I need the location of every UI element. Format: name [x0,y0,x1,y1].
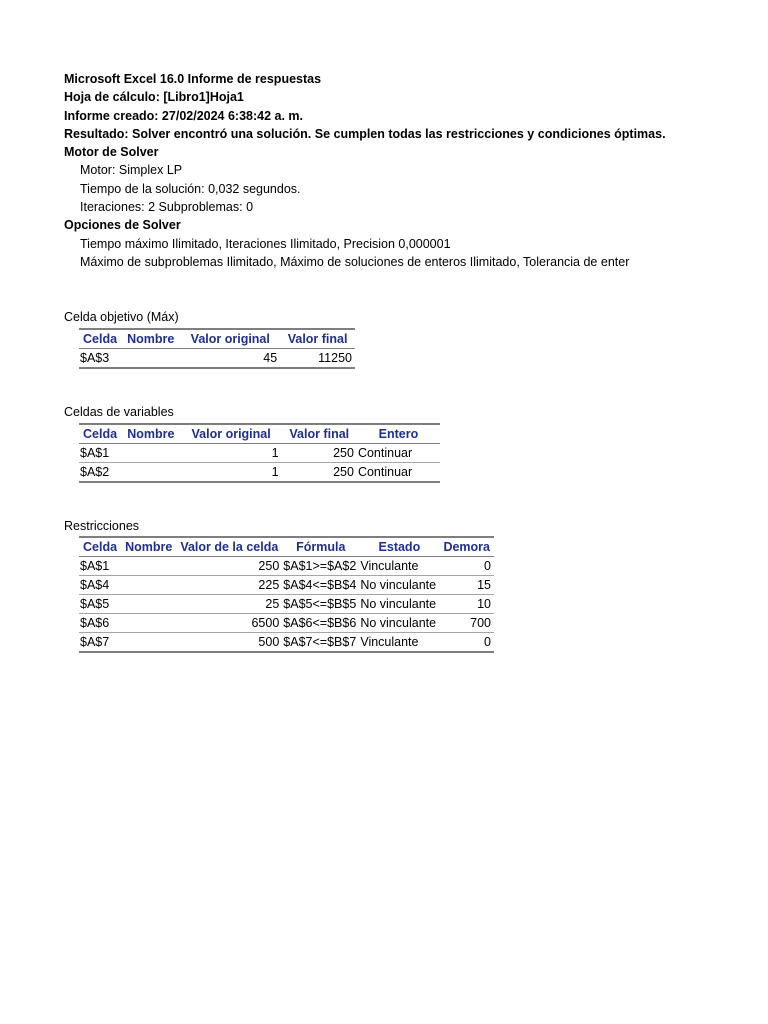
table-row [79,595,494,614]
col-header: Celda [79,329,121,349]
col-header: Celda [79,424,121,444]
constraints-section-title: Restricciones [64,519,140,533]
options-heading: Opciones de Solver [64,218,181,233]
cell [121,444,181,463]
cell [121,633,176,653]
cell [121,614,176,633]
col-header: Nombre [121,537,176,557]
cell: 0 [484,559,491,573]
col-header: Valor original [181,424,282,444]
cell: Continuar [357,465,413,479]
cell: No vinculante [360,616,437,630]
col-header: Valor final [282,424,357,444]
cell [121,463,181,483]
table-row [79,576,494,595]
cell: 250 [258,559,280,573]
cell: 11250 [318,351,352,365]
cell: 0 [484,635,491,649]
cell: 45 [263,351,278,365]
cell: $A$1 [80,446,110,460]
cell: Continuar [357,446,413,460]
cell: $A$6 [80,616,110,630]
col-header: Valor original [180,329,280,349]
cell: $A$4 [80,578,110,592]
col-header: Valor de la celda [176,537,282,557]
table-row [79,557,494,576]
table-row [79,614,494,633]
cell: $A$5<=$B$5 [283,597,357,611]
cell: $A$2 [80,465,110,479]
engine-heading: Motor de Solver [64,145,159,160]
col-header: Valor final [280,329,355,349]
cell [121,557,176,576]
cell: 500 [258,635,280,649]
col-header: Nombre [121,424,181,444]
cell: No vinculante [360,597,437,611]
options-line-1: Tiempo máximo Ilimitado, Iteraciones Ilimitado, Precision 0,000001 [80,236,451,251]
col-header: Entero [357,424,440,444]
cell: 250 [333,446,354,460]
cell: 15 [477,578,491,592]
cell: $A$7 [80,635,110,649]
col-header: Celda [79,537,121,557]
cell: $A$3 [80,351,110,365]
solution-time: Tiempo de la solución: 0,032 segundos. [80,181,301,196]
table-row [79,444,440,463]
col-header: Fórmula [282,537,359,557]
report-result: Resultado: Solver encontró una solución. Se cumplen todas las restricciones y condiciones óptimas. [64,126,666,141]
cell [121,595,176,614]
constraints-table [79,536,494,653]
col-header: Nombre [121,329,180,349]
cell: 6500 [251,616,280,630]
report-created: Informe creado: 27/02/2024 6:38:42 a. m. [64,108,304,123]
cell: $A$1>=$A$2 [283,559,357,573]
report-header [64,70,754,271]
iterations: Iteraciones: 2 Subproblemas: 0 [80,200,254,215]
cell: $A$5 [80,597,110,611]
table-row [79,463,440,483]
cell: $A$1 [80,559,110,573]
cell: 700 [470,616,491,630]
cell: 1 [271,446,279,460]
report-sheet: Hoja de cálculo: [Libro1]Hoja1 [64,90,244,105]
cell: No vinculante [360,578,437,592]
table-row [79,633,494,653]
options-line-2: Máximo de subproblemas Ilimitado, Máximo de soluciones de enteros Ilimitado, Tolerancia de enter [80,254,630,269]
engine-name: Motor: Simplex LP [80,163,183,178]
cell: Vinculante [360,635,419,649]
cell [121,576,176,595]
cell [121,349,180,369]
cell: 25 [265,597,280,611]
cell: $A$6<=$B$6 [283,616,357,630]
cell: 10 [477,597,491,611]
col-header: Demora [439,537,494,557]
report-title: Microsoft Excel 16.0 Informe de respuestas [64,72,322,86]
table-row [79,349,355,369]
variables-table [79,423,440,483]
variables-section-title: Celdas de variables [64,405,174,419]
objective-table [79,328,355,369]
cell: 225 [258,578,280,592]
objective-section-title: Celda objetivo (Máx) [64,310,179,324]
cell: $A$4<=$B$4 [283,578,357,592]
col-header: Estado [359,537,439,557]
cell: Vinculante [360,559,419,573]
cell: 250 [333,465,354,479]
cell: $A$7<=$B$7 [283,635,357,649]
cell: 1 [271,465,279,479]
